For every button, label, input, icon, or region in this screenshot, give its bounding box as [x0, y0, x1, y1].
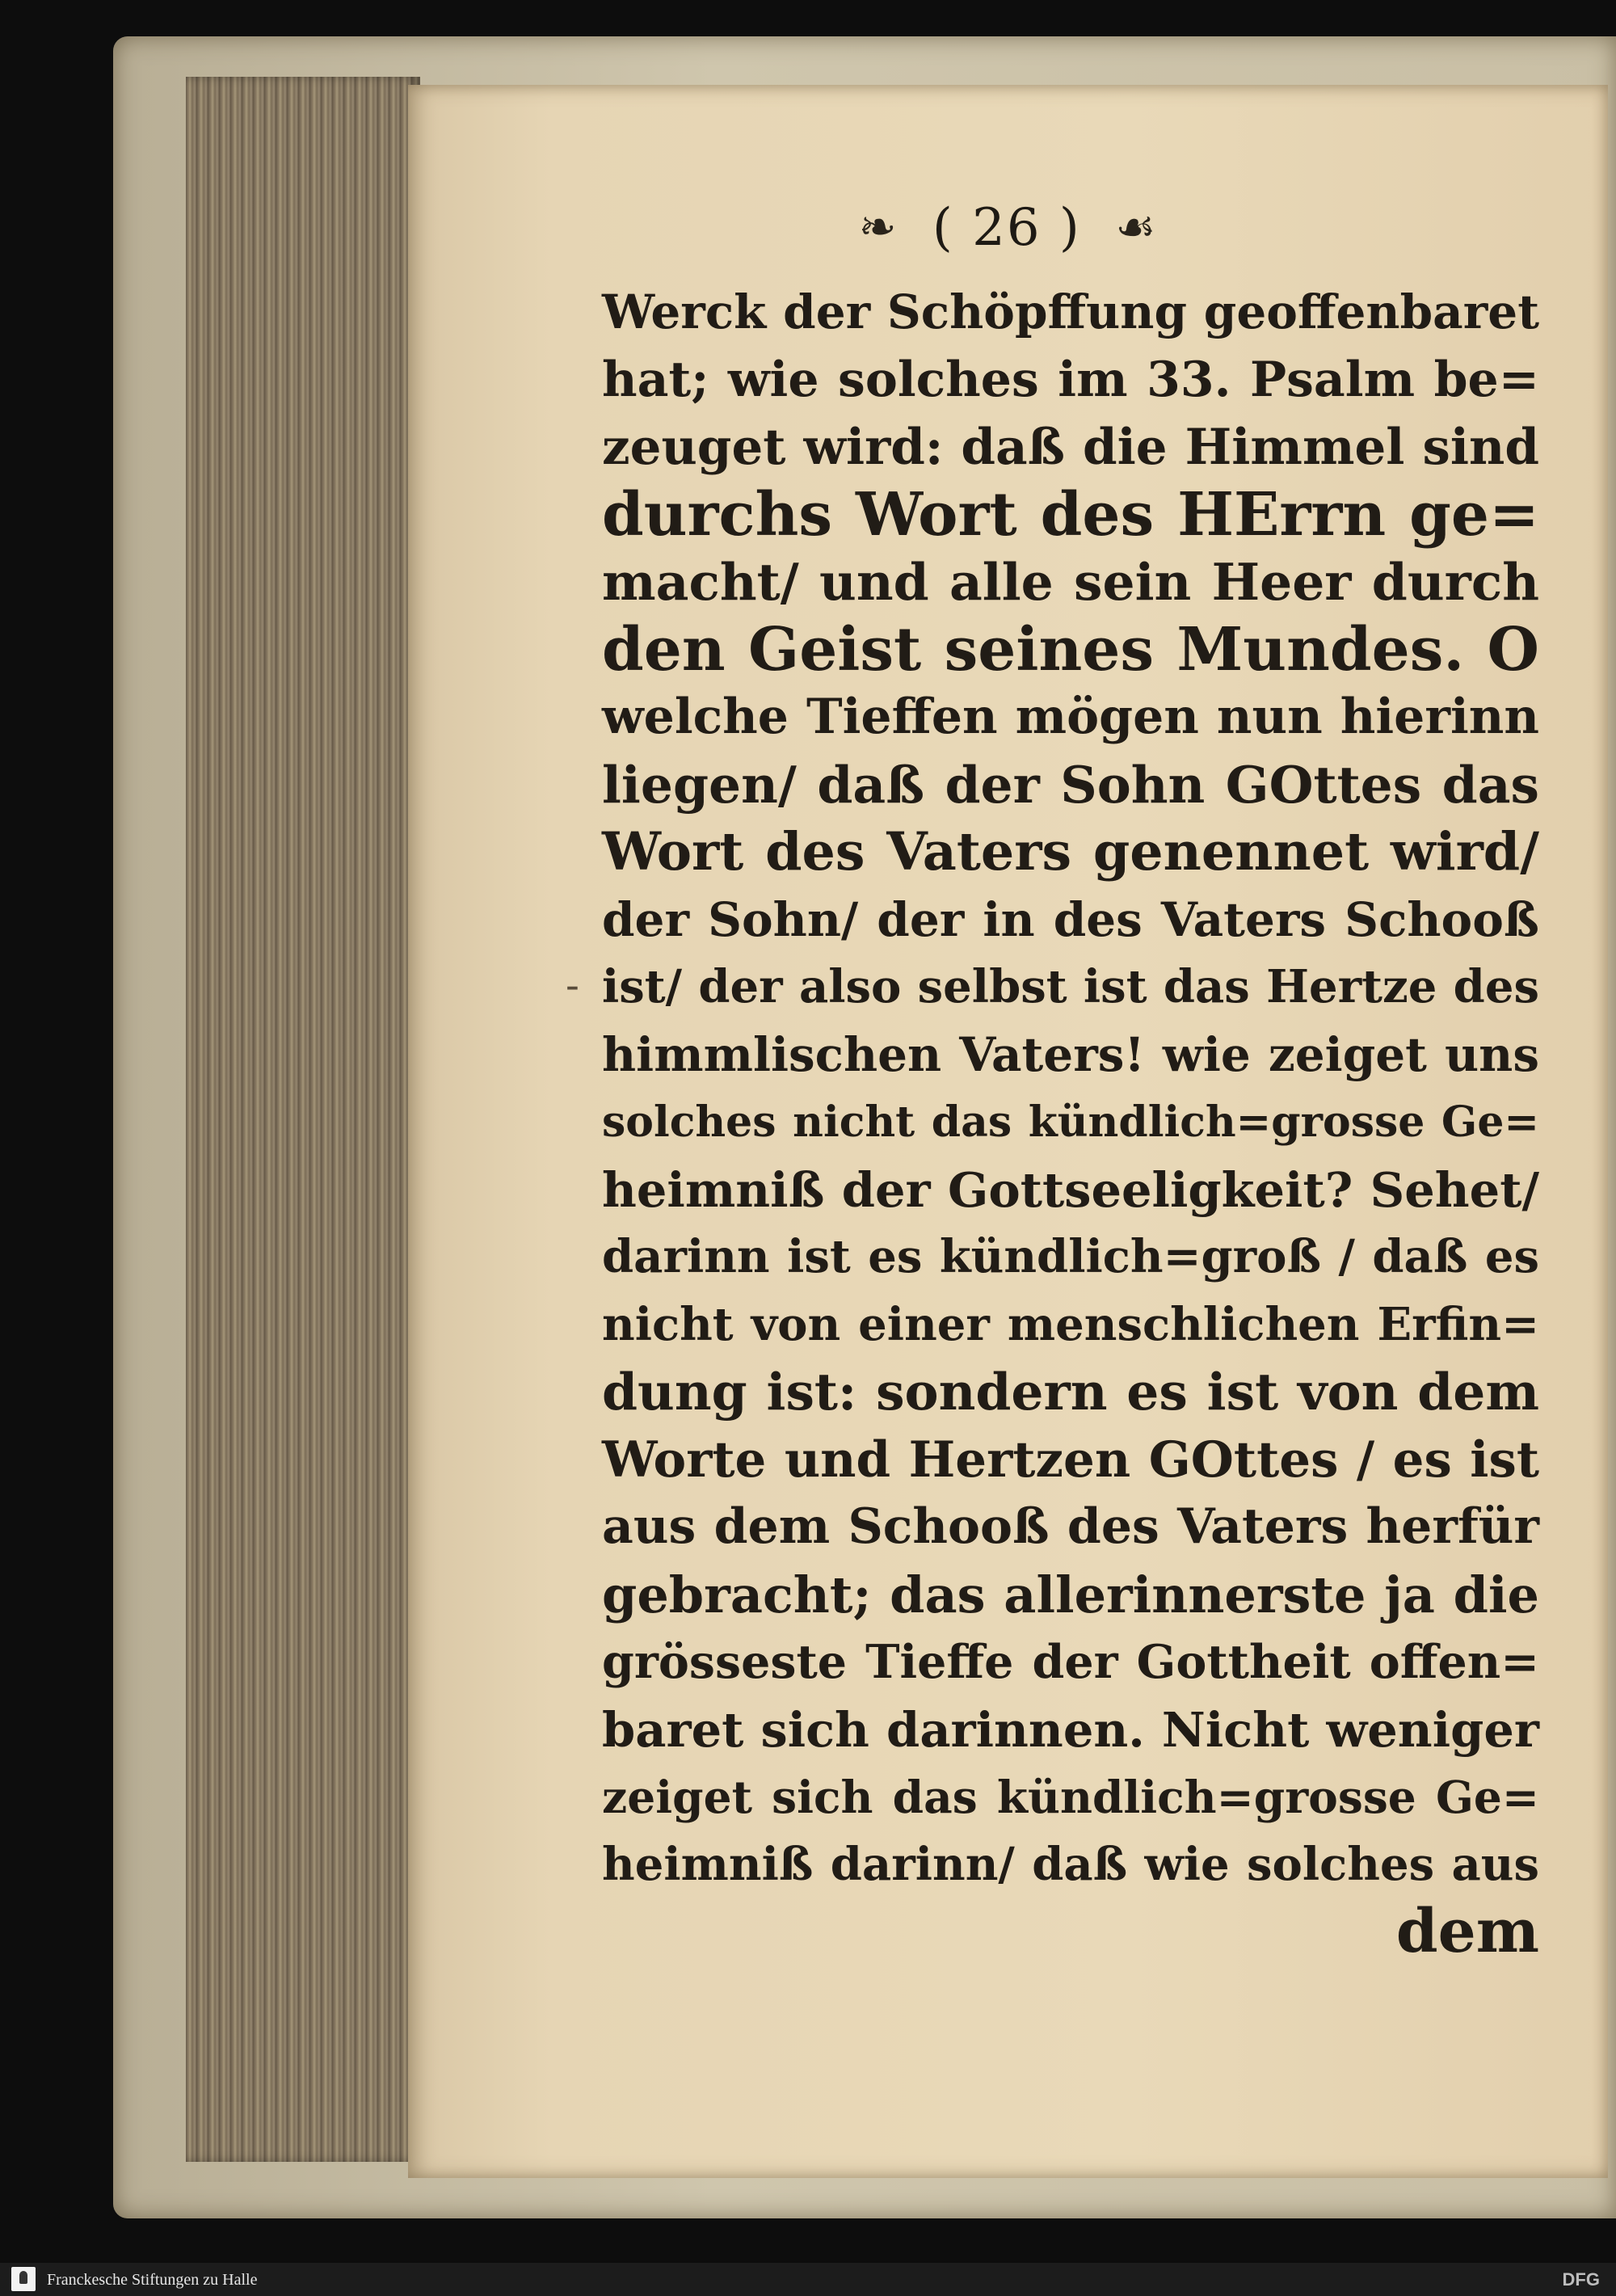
- text-line: liegen/ daß der Sohn GOttes das: [602, 754, 1539, 815]
- text-line: himmlischen Vaters! wie zeiget uns: [602, 1026, 1539, 1082]
- text-line: heimniß darinn/ daß wie solches aus: [602, 1837, 1539, 1891]
- text-line: ist/ der also selbst ist das Hertze des: [602, 960, 1539, 1013]
- text-line: heimniß der Gottseeligkeit? Sehet/: [602, 1161, 1539, 1218]
- dfg-logo: DFG: [1562, 2269, 1600, 2290]
- institution-label: Franckesche Stiftungen zu Halle: [47, 2271, 258, 2289]
- page-header: [408, 194, 1608, 258]
- catchword: dem: [1395, 1897, 1539, 1966]
- viewer-footer: [0, 2263, 1616, 2296]
- ornament-left-icon: ❧: [858, 201, 898, 254]
- page-body-text: [602, 279, 1539, 1966]
- margin-mark: -: [566, 962, 579, 1009]
- text-line: solches nicht das kündlich=grosse Ge=: [602, 1097, 1539, 1147]
- text-line: aus dem Schooß des Vaters herfür: [602, 1498, 1539, 1555]
- book-page: [408, 85, 1608, 2178]
- franckesche-stiftungen-logo-icon: [11, 2267, 36, 2291]
- text-line: den Geist seines Mundes. O: [602, 614, 1539, 685]
- ornament-right-icon: ☙: [1115, 201, 1158, 254]
- text-line: macht/ und alle sein Heer durch: [602, 552, 1539, 612]
- text-line: grösseste Tieffe der Gottheit offen=: [602, 1635, 1539, 1689]
- text-line: welche Tieffen mögen nun hierinn: [602, 689, 1539, 745]
- text-line: Werck der Schöpffung geoffenbaret: [602, 284, 1539, 339]
- page-edges: [186, 77, 420, 2162]
- text-line: zeiget sich das kündlich=grosse Ge=: [602, 1771, 1539, 1823]
- text-line: der Sohn/ der in des Vaters Schooß: [602, 891, 1539, 947]
- text-line: darinn ist es kündlich=groß / daß es: [602, 1230, 1539, 1283]
- text-line: hat; wie solches im 33. Psalm be=: [602, 351, 1539, 408]
- text-line: Worte und Hertzen GOttes / es ist: [602, 1430, 1539, 1489]
- text-line: dung ist: sondern es ist von dem: [602, 1362, 1539, 1422]
- text-line: baret sich darinnen. Nicht weniger: [602, 1701, 1539, 1758]
- text-line: gebracht; das allerinnerste ja die: [602, 1565, 1539, 1624]
- text-line: zeuget wird: daß die Himmel sind: [602, 419, 1539, 476]
- text-line: nicht von einer menschlichen Erfin=: [602, 1297, 1539, 1351]
- text-line: durchs Wort des HErrn ge=: [602, 479, 1539, 550]
- text-line: Wort des Vaters genennet wird/: [602, 821, 1539, 883]
- page-number: ( 26 ): [932, 197, 1081, 258]
